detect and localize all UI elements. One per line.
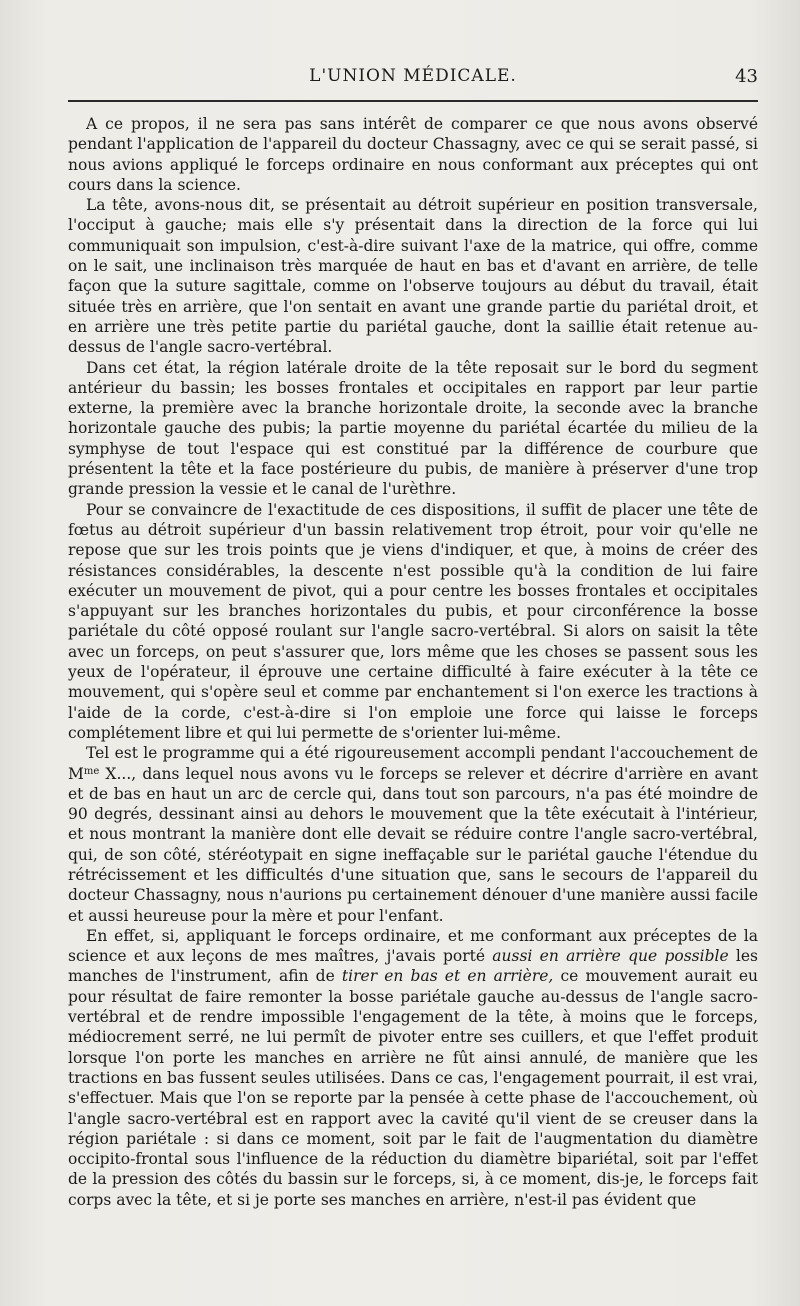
text-run: ce mouvement aurait eu pour résultat de faire remonter la bosse pariétale gauche au-dessus de l'angle sacro-vertébral et de rendre impossible l'engagement de la tête, à moins que le forceps, médiocrement serré, ne lui permît de pivoter entre ses cuillers, et que l'effet produit lorsque l'on porte les manches en arrière ne fût ainsi annulé, de manière que les tractions en bas fussent seules utilisées. Dans ce cas, l'engagement pourrait, il est vrai, s'effectuer. Mais que l'on se reporte par la pensée à cette phase de l'accouchement, où l'angle sacro-vertébral est en rapport avec la cavité qu'il vient de se creuser dans la région pariétale : si dans ce moment, soit par le fait de l'augmentation du diamètre occipito-frontal sous l'influence de la réduction du diamètre bipariétal, soit par l'effet de la pression des côtés du bassin sur le forceps, si, à ce moment, dis-je, le forceps fait corps avec la tête, et si je porte ses manches en arrière, n'est-il pas évident que [68, 967, 759, 1209]
text-run: Dans cet état, la région latérale droite de la tête reposait sur le bord du segment antérieur du bassin; les bosses frontales et occipitales en rapport par leur partie externe, la première avec la branche horizontale droite, la seconde avec la branche horizontale gauche des pubis; la partie moyenne du pariétal écartée du milieu de la symphyse de tout l'espace qui est constitué par la différence de courbure que présentent la tête et la face postérieure du pubis, de manière à préserver d'une trop grande pression la vessie et le canal de l'urèthre. [68, 358, 758, 499]
text-run: La tête, avons-nous dit, se présentait au détroit supérieur en position transversale, l'occiput à gauche; mais elle s'y présentait dans la direction de la force qui lui communiquait son impulsion, c'est-à-dire suivant l'axe de la matrice, qui offre, comme on le sait, une inclinaison très marquée de haut en bas et d'avant en arrière, de telle façon que la suture sagittale, comme on l'observe toujours au début du travail, était située très en arrière, que l'on sentait en avant une grande partie du pariétal droit, et en arrière une très petite partie du pariétal gauche, dont la saillie était retenue au-dessus de l'angle sacro-vertébral. [68, 196, 758, 357]
paragraph [68, 358, 758, 500]
text-run: Pour se convaincre de l'exactitude de ces dispositions, il suffit de placer une tête de fœtus au détroit supérieur d'un bassin relativement trop étroit, pour voir qu'elle ne repose que sur les trois points que je viens d'indiquer, et que, à moins de créer des résistances considérables, la descente n'est possible qu'à la condition de lui faire exécuter un mouvement de pivot, qui a pour centre les bosses frontales et occipitales s'appuyant sur les branches horizontales du pubis, et pour circonférence la bosse pariétale du côté opposé roulant sur l'angle sacro-vertébral. Si alors on saisit la tête avec un forceps, on peut s'assurer que, lors même que les choses se passent sous les yeux de l'opérateur, il éprouve une certaine difficulté à faire exécuter à la tête ce mouvement, qui s'opère seul et comme par enchantement si l'on exerce les tractions à l'aide de la corde, c'est-à-dire si l'on emploie une force qui laisse le forceps complétement libre et qui lui permette de s'orienter lui-même. [68, 500, 758, 742]
paragraph [68, 500, 758, 744]
article-body [68, 114, 758, 1274]
header-rule [68, 100, 758, 102]
running-title: L'UNION MÉDICALE. [309, 66, 517, 86]
paragraph [68, 195, 758, 357]
paragraph [68, 743, 758, 926]
text-run: les manches de l'instrument, afin de [68, 947, 758, 986]
italic-text: tirer en bas et en arrière, [341, 967, 554, 986]
paragraph [68, 926, 758, 1210]
text-run: Tel est le programme qui a été rigoureusement accompli pendant l'accouchement de M [68, 744, 758, 783]
page-number: 43 [735, 66, 758, 87]
text-run: X..., dans lequel nous avons vu le forceps se relever et décrire d'arrière en avant et de bas en haut un arc de cercle qui, dans tout son parcours, n'a pas été moindre de 90 degrés, dessinant ainsi au dehors le mouvement que la tête exécutait à l'intérieur, et nous montrant la manière dont elle devait se réduire contre l'angle sacro-vertébral, qui, de son côté, stéréotypait en signe ineffaçable sur le pariétal gauche l'étendue du rétrécissement et les difficultés d'une situation que, sans le secours de l'appareil du docteur Chassagny, nous n'aurions pu certainement dénouer d'une manière aussi facile et aussi heureuse pour la mère et pour l'enfant. [68, 764, 758, 925]
paragraph [68, 114, 758, 195]
page-header [68, 66, 758, 94]
superscript: me [83, 765, 100, 777]
text-run: A ce propos, il ne sera pas sans intérêt de comparer ce que nous avons observé pendant l'application de l'appareil du docteur Chassagny, avec ce qui se serait passé, si nous avions appliqué le forceps ordinaire en nous conformant aux préceptes qui ont cours dans la science. [68, 115, 758, 194]
italic-text: aussi en arrière que possible [492, 947, 729, 966]
text-run: En effet, si, appliquant le forceps ordinaire, et me conformant aux préceptes de la science et aux leçons de mes maîtres, j'avais porté [68, 926, 758, 966]
